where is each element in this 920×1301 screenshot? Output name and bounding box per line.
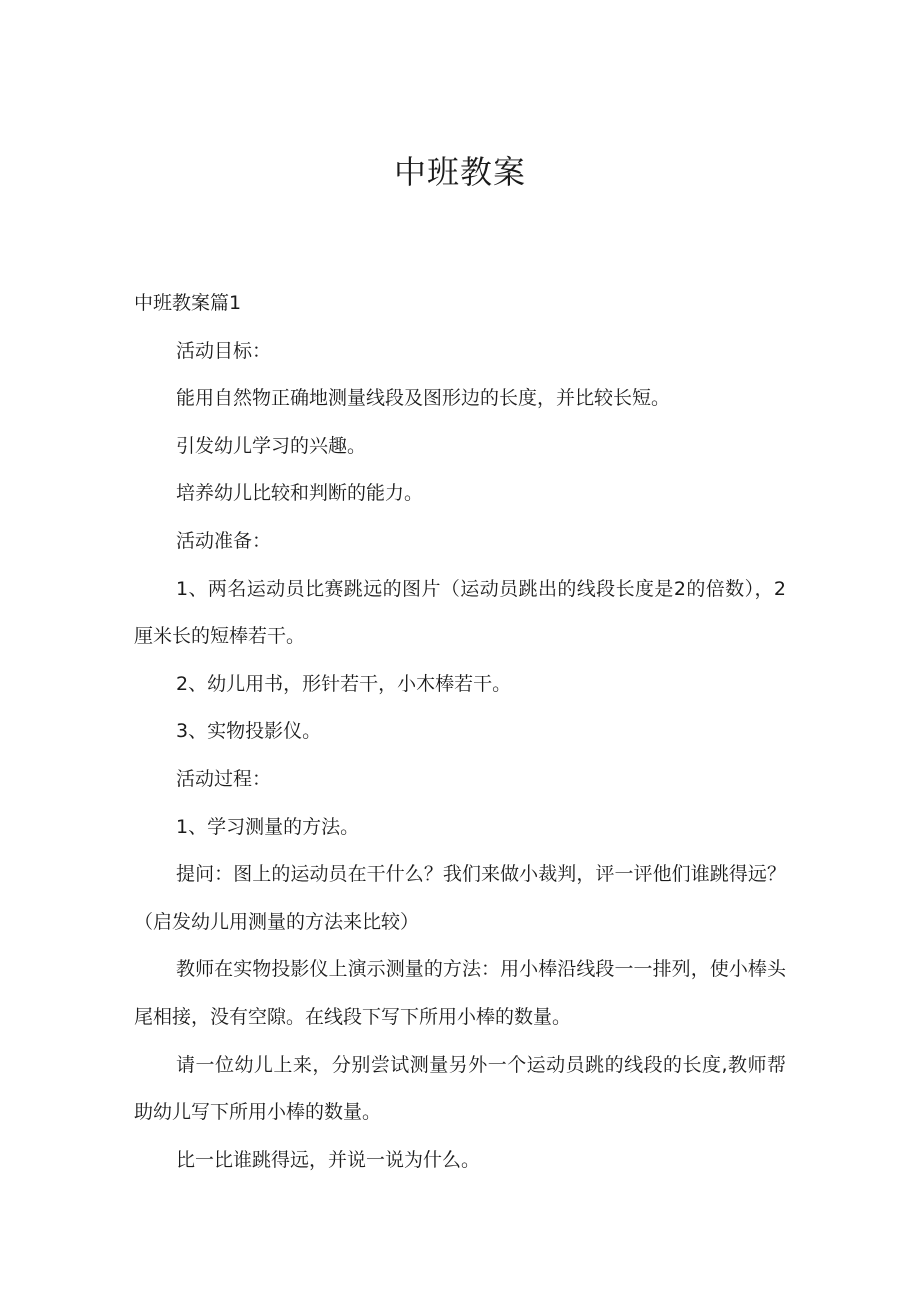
paragraph-child-try: 请一位幼儿上来，分别尝试测量另外一个运动员跳的线段的长度,教师帮助幼儿写下所用小棒的数量。 xyxy=(134,1053,786,1124)
paragraph-preparation-3: 3、实物投影仪。 xyxy=(176,720,322,743)
paragraph-goal-1: 能用自然物正确地测量线段及图形边的长度，并比较长短。 xyxy=(176,387,671,410)
document-body xyxy=(134,280,786,1184)
document-title: 中班教案 xyxy=(393,153,526,191)
paragraph-goal-3: 培养幼儿比较和判断的能力。 xyxy=(176,482,424,505)
paragraph-preparation-heading: 活动准备： xyxy=(176,529,272,552)
paragraph-question: 提问：图上的运动员在干什么？我们来做小裁判，评一评他们谁跳得远？（启发幼儿用测量的方法来比较） xyxy=(134,863,786,933)
paragraph-compare: 比一比谁跳得远，并说一说为什么。 xyxy=(176,1148,481,1171)
paragraph-process-step-1: 1、学习测量的方法。 xyxy=(176,815,360,838)
paragraph-activity-goal-heading: 活动目标： xyxy=(176,339,272,362)
paragraph-preparation-2: 2、幼儿用书，形针若干，小木棒若干。 xyxy=(176,672,512,695)
paragraph-process-heading: 活动过程： xyxy=(176,767,272,790)
paragraph-preparation-1: 1、两名运动员比赛跳远的图片（运动员跳出的线段长度是2的倍数），2厘米长的短棒若干。 xyxy=(134,577,786,648)
paragraph-goal-2: 引发幼儿学习的兴趣。 xyxy=(176,434,367,457)
paragraph-teacher-demo: 教师在实物投影仪上演示测量的方法：用小棒沿线段一一排列，使小棒头尾相接，没有空隙。在线段下写下所用小棒的数量。 xyxy=(134,958,786,1028)
section-heading: 中班教案篇1 xyxy=(134,292,242,314)
